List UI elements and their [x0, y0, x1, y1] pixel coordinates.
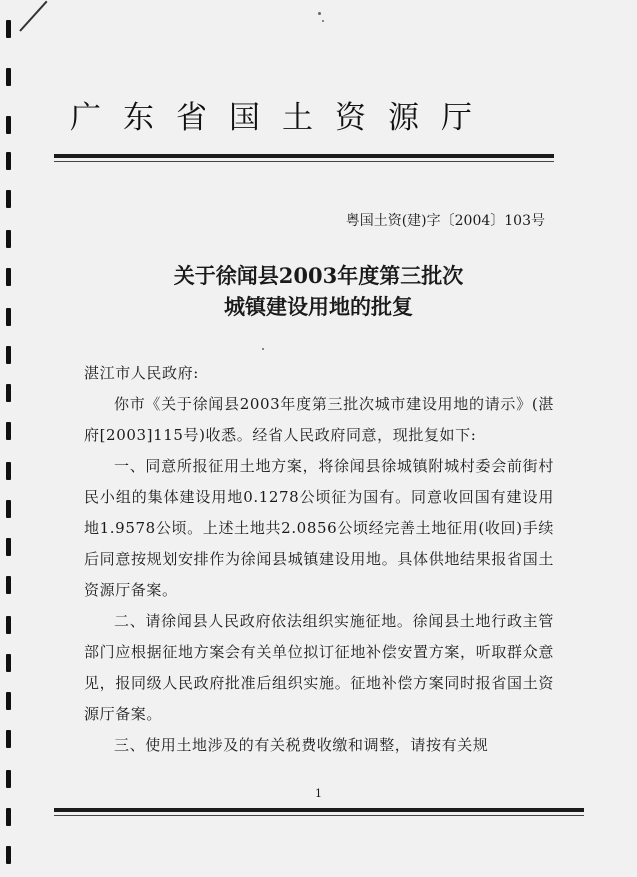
paragraph-item-3: 三、使用土地涉及的有关税费收缴和调整，请按有关规 [114, 736, 489, 754]
salutation: 湛江市人民政府: [84, 364, 199, 382]
paragraph-intro: 你市《关于徐闻县2003年度第三批次城市建设用地的请示》(湛府[2003]115号)收悉。经省人民政府同意，现批复如下: [84, 395, 554, 444]
document-title-line-1: 关于徐闻县2003年度第三批次 [173, 263, 464, 288]
paragraph-item-2: 二、请徐闻县人民政府依法组织实施征地。徐闻县土地行政主管部门应根据征地方案会有关单位拟订征地补偿安置方案，听取群众意见，报同级人民政府批准后组织实施。征地补偿方案同时报省国土资源厅备案。 [84, 612, 554, 723]
scan-speck [322, 20, 324, 22]
binding-holes [6, 20, 20, 870]
document-number: 粤国土资(建)字〔2004〕103号 [345, 213, 545, 229]
agency-header: 广东省国土资源厅 [70, 100, 494, 136]
scan-speck [262, 348, 264, 350]
paragraph-item-1: 一、同意所报征用土地方案，将徐闻县徐城镇附城村委会前街村民小组的集体建设用地0.1278公顷征为国有。同意收回国有建设用地1.9578公顷。上述土地共2.0856公顷经完善土地征用(收回)手续后同意按规划安排作为徐闻县城镇建设用地。具体供地结果报省国土资源厅备案。 [84, 457, 554, 599]
footer-divider [54, 808, 584, 812]
page-number: 1 [315, 787, 322, 800]
document-title [0, 260, 637, 322]
header-divider [54, 154, 554, 158]
corner-fold-mark [19, 1, 47, 32]
scan-speck [318, 12, 321, 15]
document-title-line-2: 城镇建设用地的批复 [224, 294, 413, 319]
header-divider-thin [54, 161, 554, 162]
footer-divider-thin [54, 815, 584, 816]
document-body [84, 358, 554, 761]
